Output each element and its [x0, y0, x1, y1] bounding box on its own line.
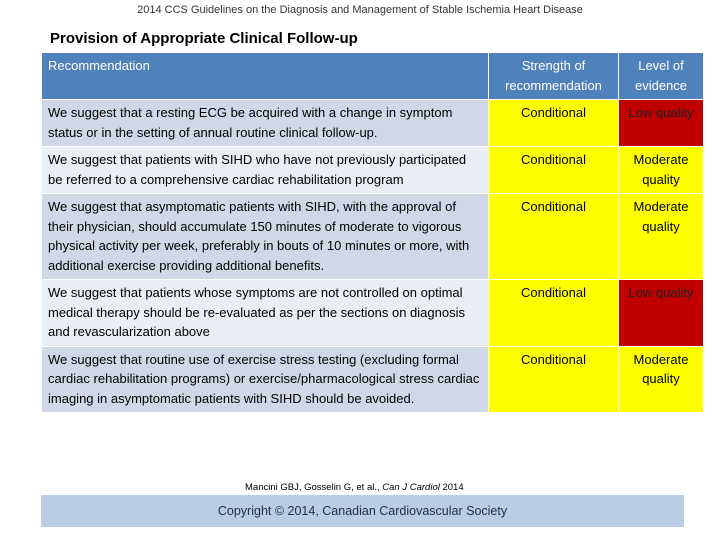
column-header-recommendation: Recommendation: [42, 53, 489, 100]
strength-cell: Conditional: [489, 100, 619, 147]
citation-authors: Mancini GBJ, Gosselin G, et al.,: [245, 482, 383, 493]
column-header-level: Level of evidence: [619, 53, 704, 100]
table-row: [42, 100, 704, 147]
recommendation-table: [41, 52, 704, 413]
table-row: [42, 280, 704, 347]
citation-year: 2014: [439, 482, 464, 493]
strength-cell: Conditional: [489, 194, 619, 280]
copyright-bar: Copyright © 2014, Canadian Cardiovascular Society: [41, 495, 684, 527]
document-header: 2014 CCS Guidelines on the Diagnosis and Management of Stable Ischemia Heart Disease: [137, 4, 583, 16]
table-header-row: [42, 53, 704, 100]
strength-cell: Conditional: [489, 346, 619, 413]
table-row: [42, 147, 704, 194]
citation: [245, 482, 464, 493]
level-cell: Moderate quality: [619, 147, 704, 194]
recommendation-cell: We suggest that routine use of exercise stress testing (excluding formal cardiac rehabilitation programs) or exercise/pharmacological stress cardiac imaging in asymptomatic patients with SIHD should be avoided.: [42, 346, 489, 413]
citation-journal: Can J Cardiol: [382, 482, 440, 493]
level-cell: Low quality: [619, 280, 704, 347]
level-cell: Moderate quality: [619, 346, 704, 413]
recommendation-cell: We suggest that patients whose symptoms are not controlled on optimal medical therapy should be re-evaluated as per the sections on diagnosis and revascularization above: [42, 280, 489, 347]
recommendation-cell: We suggest that a resting ECG be acquired with a change in symptom status or in the setting of annual routine clinical follow-up.: [42, 100, 489, 147]
slide-title: Provision of Appropriate Clinical Follow-up: [50, 30, 358, 47]
table-row: [42, 194, 704, 280]
recommendation-cell: We suggest that asymptomatic patients with SIHD, with the approval of their physician, should accumulate 150 minutes of moderate to vigorous physical activity per week, preferably in bouts of 10 minutes or more, with additional exercise providing additional benefits.: [42, 194, 489, 280]
level-cell: Moderate quality: [619, 194, 704, 280]
strength-cell: Conditional: [489, 147, 619, 194]
table-row: [42, 346, 704, 413]
recommendation-cell: We suggest that patients with SIHD who have not previously participated be referred to a comprehensive cardiac rehabilitation program: [42, 147, 489, 194]
strength-cell: Conditional: [489, 280, 619, 347]
level-cell: Low quality: [619, 100, 704, 147]
column-header-strength: Strength of recommendation: [489, 53, 619, 100]
